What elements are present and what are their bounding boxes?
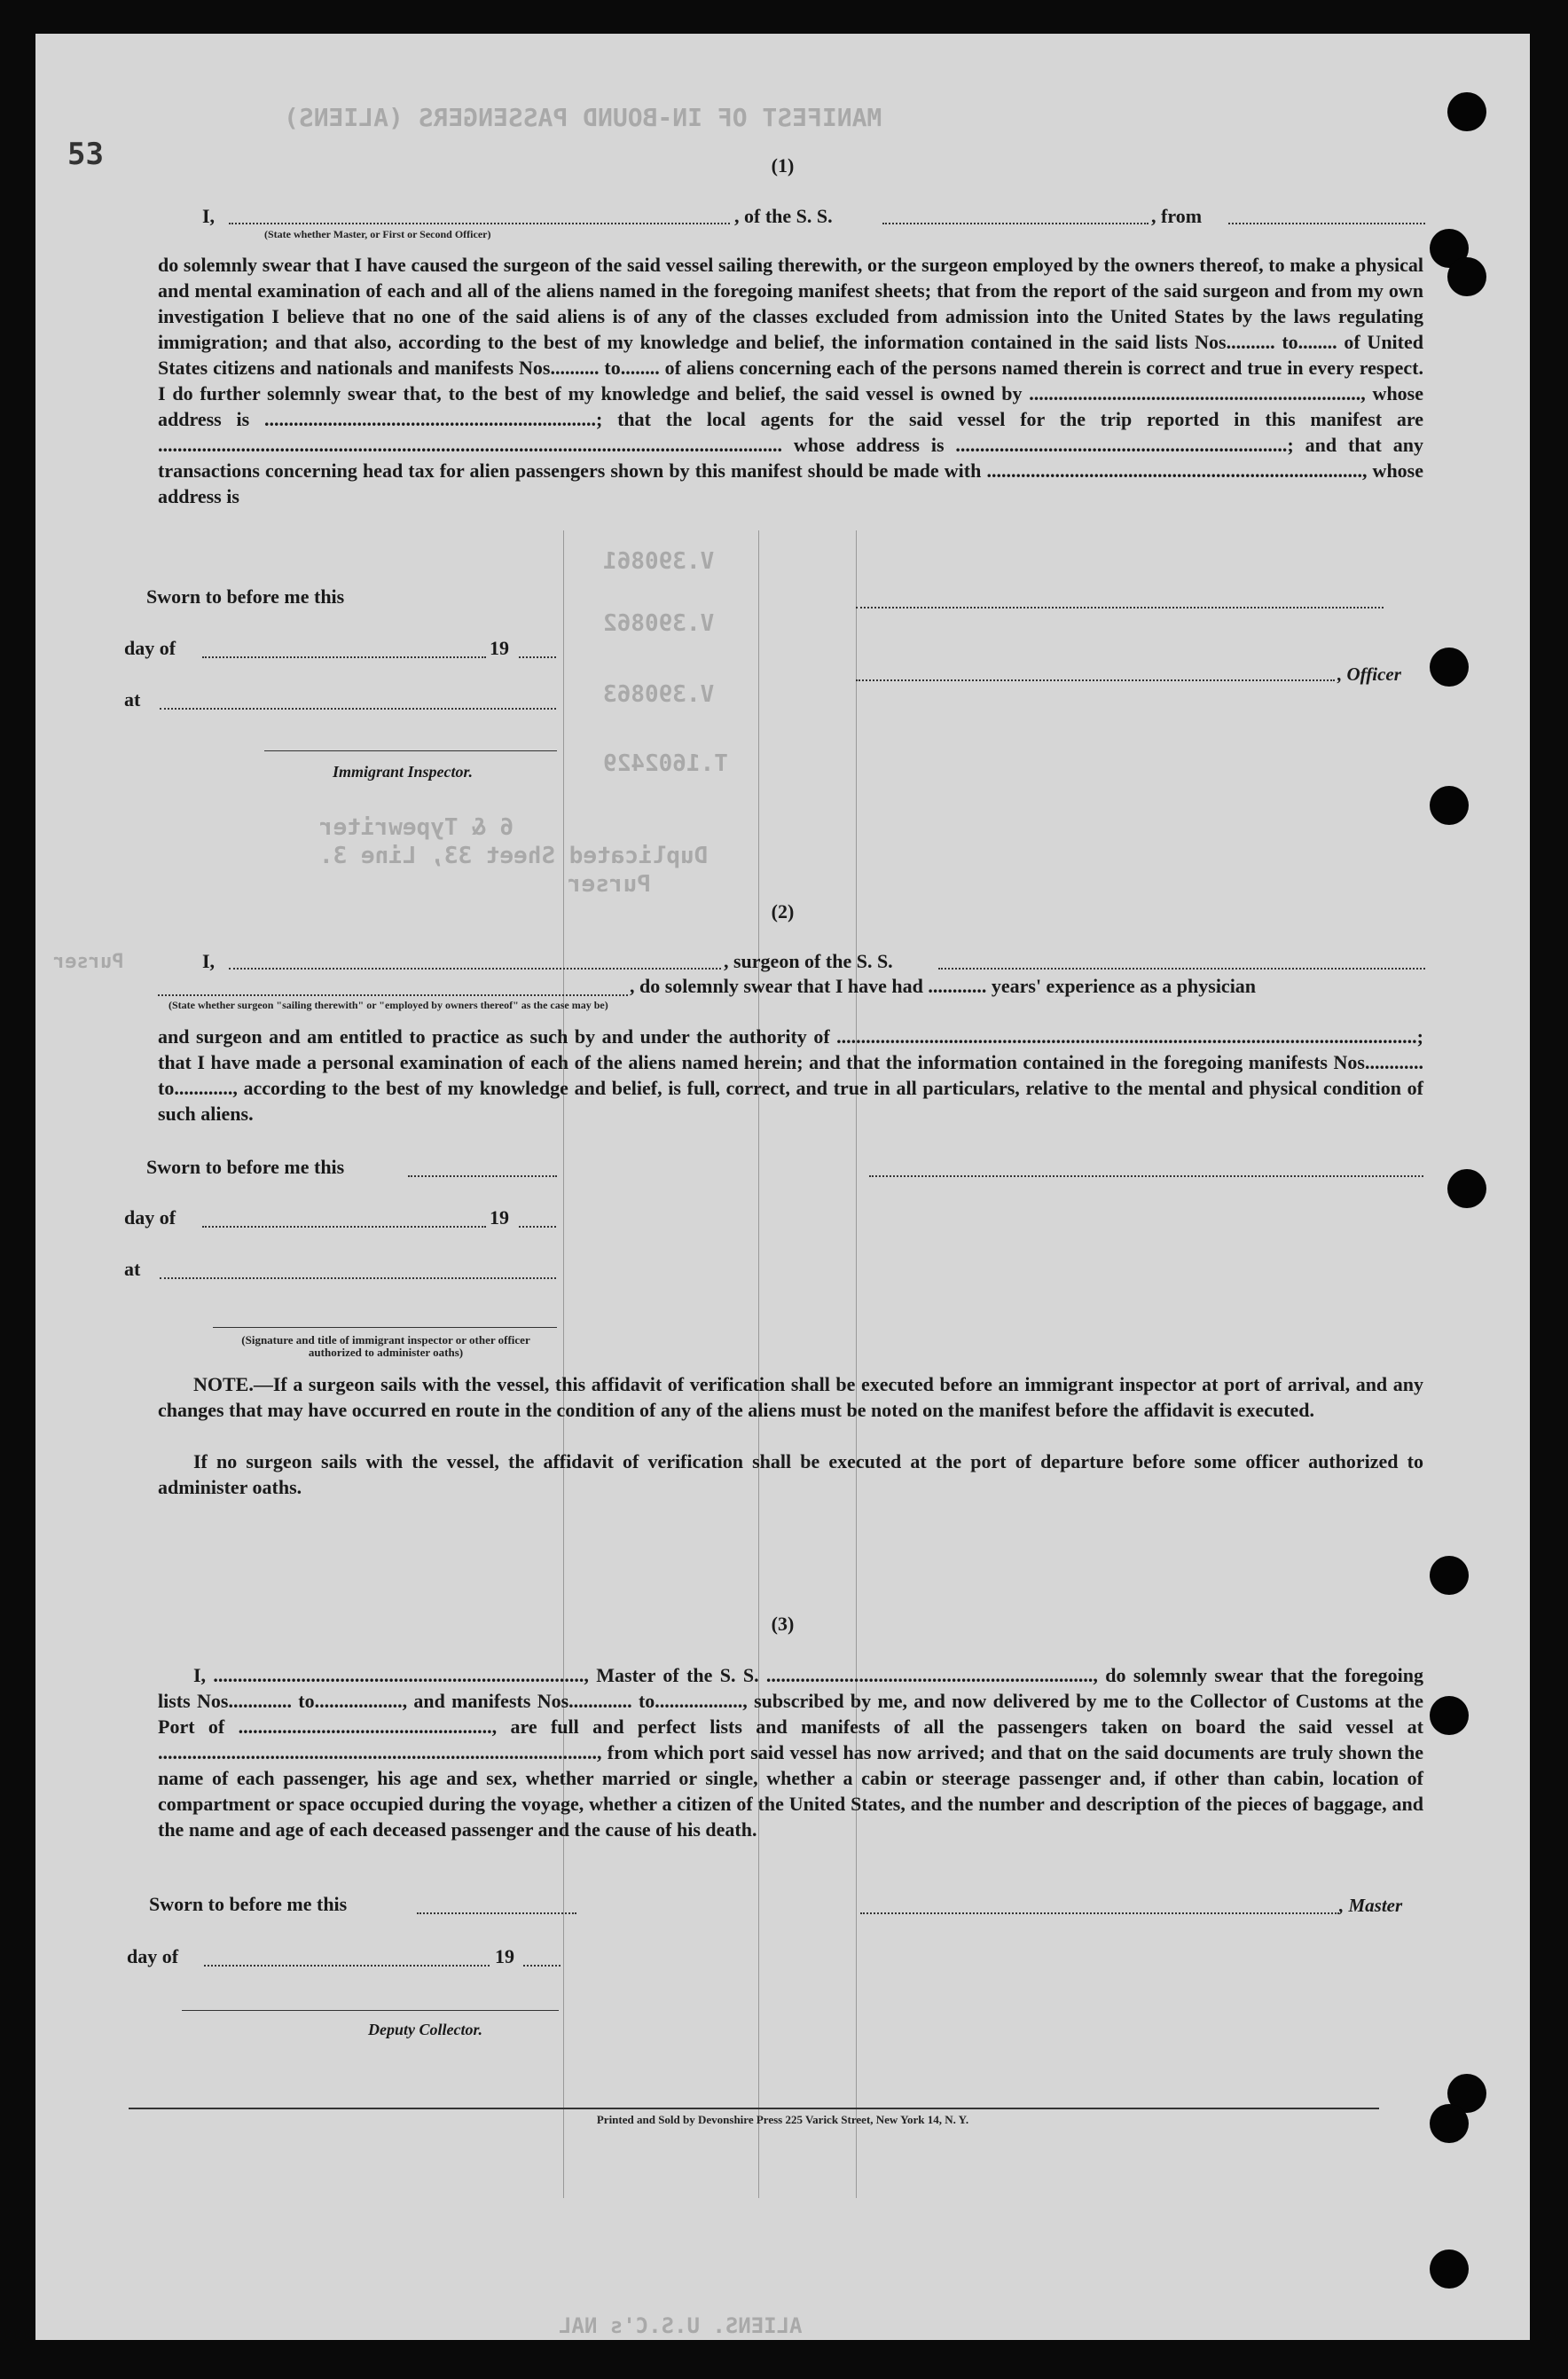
margin-number: 53 (67, 137, 104, 172)
s2-oath-body: and surgeon and am entitled to practice as such by and under the authority of .......................................................................................................................; that I have made a personal examination of each of the aliens named herein; and that the information contained in the foregoing manifests Nos............ to............, according to the best of my knowledge and belief, is full, correct, and true in all particulars, relative to the mental and physical condition of such aliens. (158, 1025, 1423, 1125)
s1-oath-body: do solemnly swear that I have caused the surgeon of the said vessel sailing therewith, or the surgeon employed by the owners thereof, to make a physical and mental examination of each and all of the aliens named in the foregoing manifest sheets; that from the report of the said surgeon and from my own investigation I believe that no one of the said aliens is of any of the classes excluded from admission into the United States by the laws regulating immigration; and that also, according to the best of my knowledge and belief, the information contained in the said lists Nos.......... to........ of United States citizens and nationals and manifests Nos.......... to........ of aliens concerning each of the persons named therein is correct and true in every respect. I do further solemnly swear that, to the best of my knowledge and belief, the said vessel is owned by ...................................................................., whose address is ....................................................................; that the local agents for the said vessel for the trip reported in this manifest are ................................................................................................................................ whose address is ....................................................................; and that any transactions concerning head tax for alien passengers shown by this manifest should be made with ............................................................................., whose address is (158, 254, 1423, 507)
s3-sworn-label: Sworn to before me this (149, 1893, 348, 1915)
column-rule (758, 530, 759, 2198)
s1-line1-start: I, (202, 205, 216, 227)
s2-line2-note: (State whether surgeon "sailing therewith" or "employed by owners thereof" as the case may be) (169, 999, 608, 1011)
s1-officer-label: , Officer (1337, 663, 1401, 685)
s1-year-label: 19 (490, 637, 509, 659)
punch-hole (1430, 2249, 1469, 2289)
s2-note-2: If no surgeon sails with the vessel, the affidavit of verification shall be executed at the port of departure before some officer authorized to administer oaths. (158, 1450, 1423, 1498)
mirror-number-v3: V.390863 (603, 681, 715, 708)
section-3-label: (3) (771, 1613, 795, 1635)
s3-deputy-label: Deputy Collector. (368, 2021, 482, 2038)
s2-line1-mid: , surgeon of the S. S. (724, 950, 893, 972)
mirror-number-t1: T.1602429 (603, 750, 728, 777)
mirror-number-v1: V.390861 (603, 548, 715, 575)
s1-sworn-label: Sworn to before me this (146, 585, 345, 608)
mirror-purser-1: Purser (568, 871, 651, 898)
mirror-duplicated-note: Duplicated Sheet 33, Line 3. (319, 843, 709, 869)
mirror-purser-2: Purser (53, 951, 124, 973)
punch-hole (1430, 1556, 1469, 1595)
punch-hole (1447, 92, 1486, 131)
s2-signature-note: (Signature and title of immigrant inspector or other officer authorized to administer oaths) (241, 1333, 530, 1359)
s1-inspector-label: Immigrant Inspector. (333, 763, 474, 781)
punch-hole (1447, 257, 1486, 296)
s1-line1-mid: , of the S. S. (734, 205, 833, 227)
column-rule (563, 530, 564, 2198)
punch-hole (1430, 2104, 1469, 2143)
form-page (35, 34, 1530, 2340)
s2-day-of-label: day of (124, 1206, 176, 1229)
s3-oath-body: I, ............................................................................, Master of the S. S. ..................................................................., do solemnly swear that the foregoing lists Nos............. to.................., and manifests Nos............. to.................., subscribed by me, and now delivered by me to the Collector of Customs at the Port of ...................................................., are full and perfect lists and manifests of all the passengers taken on board the said vessel at .........................................................................................., from which port said vessel has now arrived; and that on the said documents are truly shown the name of each passenger, his age and sex, whether married or single, whether a cabin or steerage passenger and, if other than cabin, location of compartment or space occupied during the voyage, whether a citizen of the United States, and the number and description of the pieces of baggage, and the name and age of each deceased passenger and the cause of his death. (158, 1664, 1423, 1841)
s1-day-of-label: day of (124, 637, 176, 659)
printer-footer: Printed and Sold by Devonshire Press 225 Varick Street, New York 14, N. Y. (596, 2113, 969, 2126)
s2-note-1: NOTE.—If a surgeon sails with the vessel, this affidavit of verification shall be executed before an immigrant inspector at port of arrival, and any changes that may have occurred en route in the condition of any of the aliens must be noted on the manifest before the affidavit is executed. (158, 1373, 1423, 1421)
s2-year-label: 19 (490, 1206, 509, 1229)
s1-at-label: at (124, 688, 141, 711)
mirror-bottom-text: ALIENS. U.S.C's NAL (559, 2313, 803, 2338)
s1-line1-note: (State whether Master, or First or Second Officer) (264, 228, 491, 240)
punch-hole (1447, 1169, 1486, 1208)
section-1-label: (1) (771, 154, 795, 177)
s1-line1-end: , from (1151, 205, 1203, 227)
s2-line1-start: I, (202, 950, 216, 972)
s3-year-label: 19 (495, 1945, 514, 1967)
mirror-number-v2: V.390862 (603, 610, 715, 637)
mirror-header-text: MANIFEST OF IN-BOUND PASSENGERS (ALIENS) (284, 103, 882, 132)
punch-hole (1430, 786, 1469, 825)
s3-day-of-label: day of (127, 1945, 179, 1967)
s3-master-label: , Master (1339, 1895, 1403, 1916)
punch-hole (1430, 1696, 1469, 1735)
punch-hole (1430, 648, 1469, 687)
s2-line2: , do solemnly swear that I have had ............ years' experience as a physician (630, 975, 1257, 997)
column-rule (856, 530, 857, 2198)
mirror-typewriter: 6 & Typewriter (319, 814, 514, 841)
s2-sworn-label: Sworn to before me this (146, 1156, 345, 1178)
section-2-label: (2) (771, 900, 795, 923)
s2-at-label: at (124, 1258, 141, 1280)
